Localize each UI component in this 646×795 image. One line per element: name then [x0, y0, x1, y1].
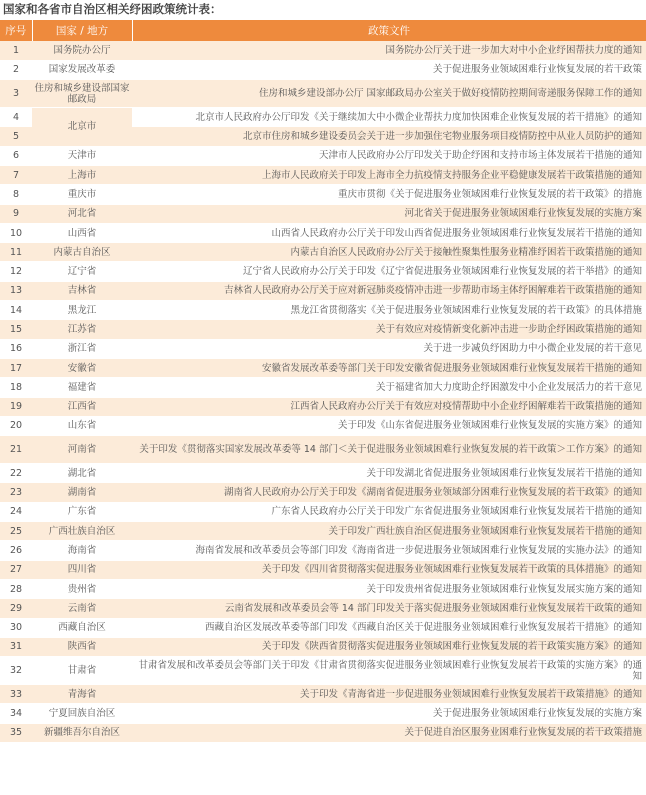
- row-policy-document: 关于印发《贯彻落实国家发展改革委等 14 部门＜关于促进服务业领域困难行业恢复发展的若干政策＞工作方案》的通知: [132, 436, 646, 464]
- policy-table: [0, 20, 646, 743]
- row-region: 河南省: [32, 436, 132, 464]
- row-policy-document: 关于印发《青海省进一步促进服务业领域困难行业恢复发展若干政策措施》的通知: [132, 685, 646, 704]
- row-policy-document: 河北省关于促进服务业领域困难行业恢复发展的实施方案: [132, 204, 646, 223]
- row-policy-document: 关于印发广西壮族自治区促进服务业领域困难行业恢复发展若干措施的通知: [132, 522, 646, 541]
- row-number: 21: [0, 436, 32, 464]
- row-policy-document: 安徽省发展改革委等部门关于印发安徽省促进服务业领域困难行业恢复发展若干措施的通知: [132, 358, 646, 377]
- row-region: 辽宁省: [32, 262, 132, 281]
- row-number: 19: [0, 397, 32, 416]
- table-row: [0, 301, 646, 320]
- row-policy-document: 关于促进服务业领域困难行业恢复发展的若干政策: [132, 60, 646, 79]
- table-row: [0, 397, 646, 416]
- table-row: [0, 618, 646, 637]
- header-doc: 政策文件: [132, 20, 646, 41]
- header-region: 国家 / 地方: [32, 20, 132, 41]
- row-policy-document: 辽宁省人民政府办公厅关于印发《辽宁省促进服务业领域困难行业恢复发展的若干举措》的通知: [132, 262, 646, 281]
- row-number: 16: [0, 339, 32, 358]
- row-number: 34: [0, 704, 32, 723]
- table-row: [0, 541, 646, 560]
- row-region: 内蒙古自治区: [32, 243, 132, 262]
- row-region: 湖南省: [32, 483, 132, 502]
- row-region: 湖北省: [32, 464, 132, 483]
- row-number: 17: [0, 358, 32, 377]
- row-region: 浙江省: [32, 339, 132, 358]
- row-region: 天津市: [32, 146, 132, 165]
- row-policy-document: 北京市住房和城乡建设委员会关于进一步加强住宅物业服务项目疫情防控中从业人员防护的通知: [132, 127, 646, 146]
- row-policy-document: 江西省人民政府办公厅关于有效应对疫情帮助中小企业纾困解难若干政策措施的通知: [132, 397, 646, 416]
- row-policy-document: 山西省人民政府办公厅关于印发山西省促进服务业领域困难行业恢复发展若干措施的通知: [132, 223, 646, 242]
- row-policy-document: 国务院办公厅关于进一步加大对中小企业纾困帮扶力度的通知: [132, 41, 646, 60]
- row-number: 25: [0, 522, 32, 541]
- table-row: [0, 436, 646, 464]
- row-region: 广西壮族自治区: [32, 522, 132, 541]
- row-policy-document: 西藏自治区发展改革委等部门印发《西藏自治区关于促进服务业领域困难行业恢复发展若干措施》的通知: [132, 618, 646, 637]
- table-row: [0, 378, 646, 397]
- row-policy-document: 住房和城乡建设部办公厅 国家邮政局办公室关于做好疫情防控期间寄递服务保障工作的通知: [132, 80, 646, 108]
- row-number: 13: [0, 281, 32, 300]
- row-region: 甘肃省: [32, 657, 132, 685]
- row-policy-document: 关于印发《陕西省贯彻落实促进服务业领域困难行业恢复发展的若干政策实施方案》的通知: [132, 637, 646, 656]
- row-policy-document: 关于福建省加大力度助企纾困激发中小企业发展活力的若干意见: [132, 378, 646, 397]
- table-row: [0, 41, 646, 60]
- table-row: [0, 483, 646, 502]
- row-region: 海南省: [32, 541, 132, 560]
- row-policy-document: 关于印发《山东省促进服务业领域困难行业恢复发展的实施方案》的通知: [132, 416, 646, 435]
- row-policy-document: 云南省发展和改革委员会等 14 部门印发关于落实促进服务业领域困难行业恢复发展若干政策的通知: [132, 599, 646, 618]
- row-region: 北京市: [32, 108, 132, 147]
- row-number: 26: [0, 541, 32, 560]
- table-row: [0, 60, 646, 79]
- table-row: [0, 165, 646, 184]
- row-region: 山西省: [32, 223, 132, 242]
- row-number: 33: [0, 685, 32, 704]
- row-region: 河北省: [32, 204, 132, 223]
- row-region: 山东省: [32, 416, 132, 435]
- row-policy-document: 北京市人民政府办公厅印发《关于继续加大中小微企业帮扶力度加快困难企业恢复发展的若干措施》的通知: [132, 108, 646, 127]
- row-region: 江苏省: [32, 320, 132, 339]
- table-row: [0, 108, 646, 127]
- table-row: [0, 464, 646, 483]
- table-row: [0, 637, 646, 656]
- table-row: [0, 185, 646, 204]
- row-region: 国务院办公厅: [32, 41, 132, 60]
- table-row: [0, 281, 646, 300]
- table-row: [0, 80, 646, 108]
- row-number: 23: [0, 483, 32, 502]
- row-region: 安徽省: [32, 358, 132, 377]
- row-number: 14: [0, 301, 32, 320]
- row-number: 1: [0, 41, 32, 60]
- row-region: 宁夏回族自治区: [32, 704, 132, 723]
- row-number: 15: [0, 320, 32, 339]
- row-number: 31: [0, 637, 32, 656]
- row-number: 3: [0, 80, 32, 108]
- table-row: [0, 560, 646, 579]
- row-policy-document: 上海市人民政府关于印发上海市全力抗疫情支持服务企业平稳健康发展若干政策措施的通知: [132, 165, 646, 184]
- row-policy-document: 关于促进服务业领域困难行业恢复发展的实施方案: [132, 704, 646, 723]
- row-region: 江西省: [32, 397, 132, 416]
- row-number: 2: [0, 60, 32, 79]
- table-row: [0, 723, 646, 742]
- table-header-row: [0, 20, 646, 41]
- row-region: 广东省: [32, 502, 132, 521]
- row-policy-document: 关于印发贵州省促进服务业领域困难行业恢复发展实施方案的通知: [132, 579, 646, 598]
- row-policy-document: 关于印发湖北省促进服务业领域困难行业恢复发展若干措施的通知: [132, 464, 646, 483]
- row-region: 黑龙江: [32, 301, 132, 320]
- row-region: 住房和城乡建设部国家邮政局: [32, 80, 132, 108]
- table-row: [0, 685, 646, 704]
- table-row: [0, 339, 646, 358]
- row-number: 8: [0, 185, 32, 204]
- row-policy-document: 重庆市贯彻《关于促进服务业领域困难行业恢复发展的若干政策》的措施: [132, 185, 646, 204]
- table-row: [0, 262, 646, 281]
- row-number: 28: [0, 579, 32, 598]
- table-row: [0, 243, 646, 262]
- row-policy-document: 关于促进自治区服务业困难行业恢复发展的若干政策措施: [132, 723, 646, 742]
- row-region: 新疆维吾尔自治区: [32, 723, 132, 742]
- row-number: 10: [0, 223, 32, 242]
- row-number: 12: [0, 262, 32, 281]
- table-caption: 国家和各省市自治区相关纾困政策统计表：: [3, 2, 222, 16]
- table-body: [0, 41, 646, 743]
- row-policy-document: 广东省人民政府办公厅关于印发广东省促进服务业领域困难行业恢复发展若干措施的通知: [132, 502, 646, 521]
- row-number: 22: [0, 464, 32, 483]
- table-row: [0, 704, 646, 723]
- row-number: 27: [0, 560, 32, 579]
- header-no: 序号: [0, 20, 32, 41]
- row-region: 青海省: [32, 685, 132, 704]
- row-policy-document: 湖南省人民政府办公厅关于印发《湖南省促进服务业领域部分困难行业恢复发展的若干政策》的通知: [132, 483, 646, 502]
- row-policy-document: 关于进一步减负纾困助力中小微企业发展的若干意见: [132, 339, 646, 358]
- table-row: [0, 416, 646, 435]
- row-number: 32: [0, 657, 32, 685]
- row-number: 4: [0, 108, 32, 127]
- row-region: 四川省: [32, 560, 132, 579]
- row-number: 30: [0, 618, 32, 637]
- row-number: 24: [0, 502, 32, 521]
- row-number: 6: [0, 146, 32, 165]
- row-policy-document: 天津市人民政府办公厅印发关于助企纾困和支持市场主体发展若干措施的通知: [132, 146, 646, 165]
- row-policy-document: 关于印发《四川省贯彻落实促进服务业领域困难行业恢复发展若干政策的具体措施》的通知: [132, 560, 646, 579]
- row-region: 福建省: [32, 378, 132, 397]
- table-row: [0, 522, 646, 541]
- table-row: [0, 204, 646, 223]
- table-row: [0, 579, 646, 598]
- row-policy-document: 海南省发展和改革委员会等部门印发《海南省进一步促进服务业领域困难行业恢复发展的实施办法》的通知: [132, 541, 646, 560]
- row-number: 20: [0, 416, 32, 435]
- row-region: 贵州省: [32, 579, 132, 598]
- row-region: 国家发展改革委: [32, 60, 132, 79]
- table-row: [0, 320, 646, 339]
- row-region: 陕西省: [32, 637, 132, 656]
- table-row: [0, 502, 646, 521]
- row-number: 9: [0, 204, 32, 223]
- table-row: [0, 657, 646, 685]
- row-number: 29: [0, 599, 32, 618]
- row-policy-document: 吉林省人民政府办公厅关于应对新冠肺炎疫情冲击进一步帮助市场主体纾困解难若干政策措施的通知: [132, 281, 646, 300]
- row-region: 吉林省: [32, 281, 132, 300]
- row-region: 云南省: [32, 599, 132, 618]
- row-policy-document: 黑龙江省贯彻落实《关于促进服务业领域困难行业恢复发展的若干政策》的具体措施: [132, 301, 646, 320]
- table-row: [0, 223, 646, 242]
- row-number: 7: [0, 165, 32, 184]
- row-number: 5: [0, 127, 32, 146]
- row-policy-document: 关于有效应对疫情新变化新冲击进一步助企纾困政策措施的通知: [132, 320, 646, 339]
- row-number: 11: [0, 243, 32, 262]
- row-number: 35: [0, 723, 32, 742]
- table-row: [0, 358, 646, 377]
- row-region: 重庆市: [32, 185, 132, 204]
- table-row: [0, 599, 646, 618]
- row-number: 18: [0, 378, 32, 397]
- row-region: 西藏自治区: [32, 618, 132, 637]
- table-row: [0, 146, 646, 165]
- row-policy-document: 甘肃省发展和改革委员会等部门关于印发《甘肃省贯彻落实促进服务业领域困难行业恢复发展若干政策的实施方案》的通知: [132, 657, 646, 685]
- row-policy-document: 内蒙古自治区人民政府办公厅关于接触性聚集性服务业精准纾困若干政策措施的通知: [132, 243, 646, 262]
- row-region: 上海市: [32, 165, 132, 184]
